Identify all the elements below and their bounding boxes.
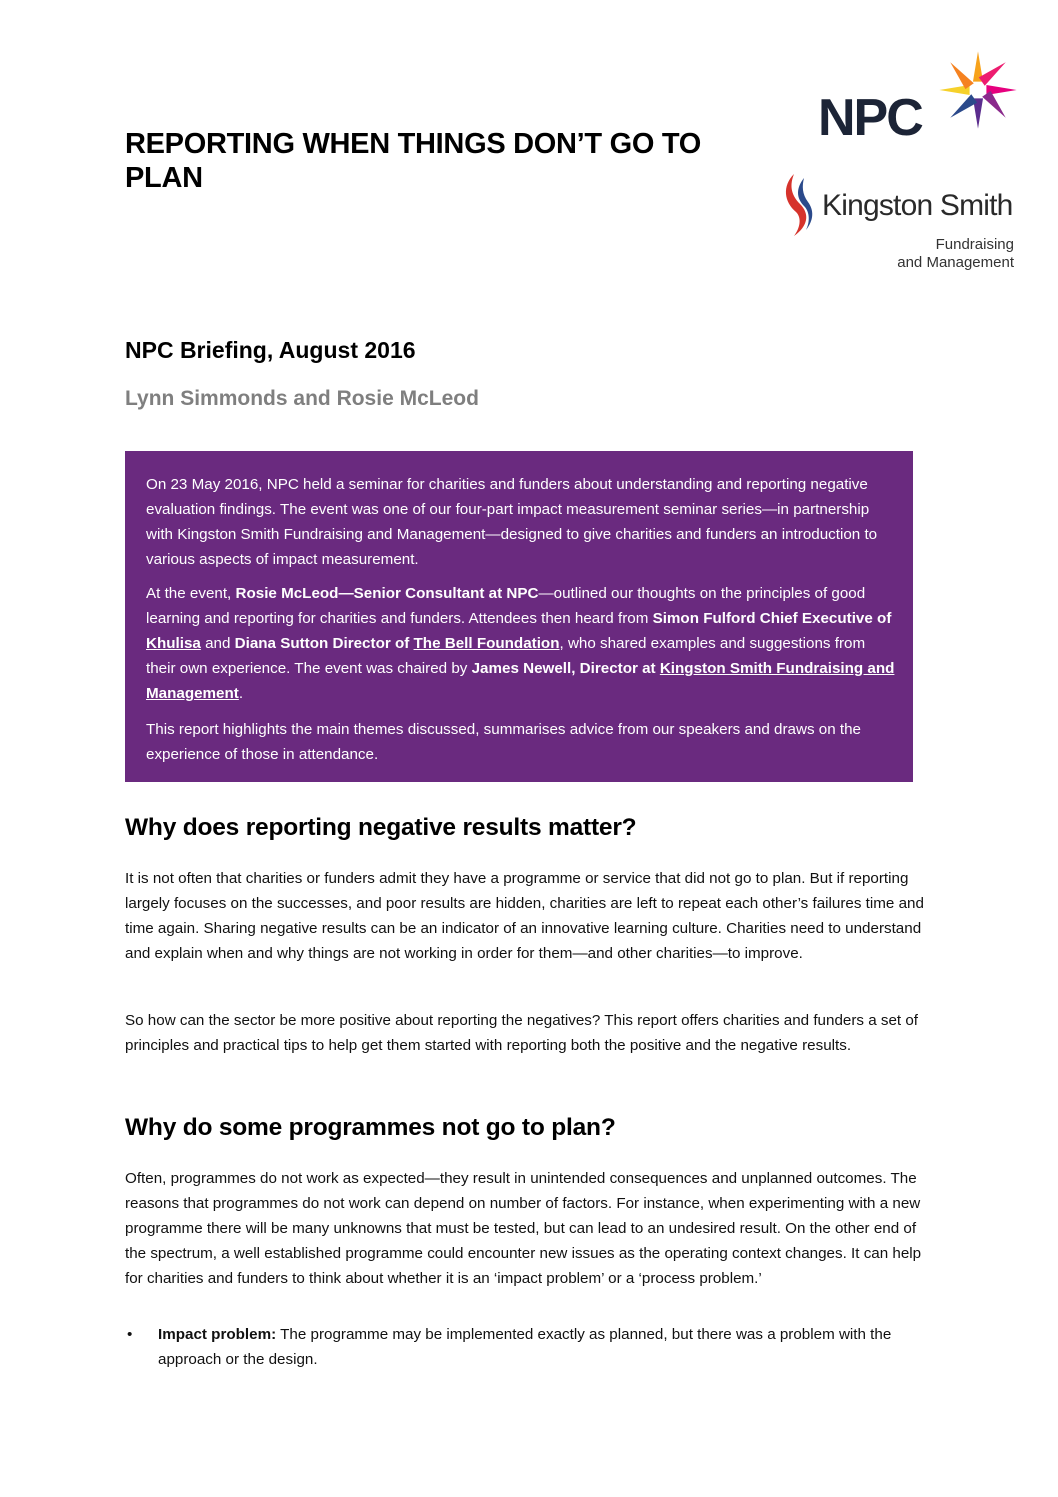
kingston-smith-swoosh-icon (780, 172, 816, 238)
bullet-marker: • (127, 1326, 133, 1343)
link-bell-foundation[interactable]: The Bell Foundation (413, 635, 560, 652)
kingston-smith-name: Kingston Smith (822, 189, 1013, 222)
bullet-label: Impact problem: (158, 1326, 277, 1343)
section1-paragraph-2: So how can the sector be more positive about reporting the negatives? This report offers charities and funders a set of principles and practical tips to help get them started with reporting both the positive and the negative results. (125, 1012, 919, 1054)
link-khulisa[interactable]: Khulisa (146, 635, 201, 652)
bullet-body: The programme may be implemented exactly as planned, but there was a problem with the approach or the design. (158, 1326, 892, 1368)
intro-paragraph-1: On 23 May 2016, NPC held a seminar for charities and funders about understanding and reporting negative evaluation findings. The event was one of our four-part impact measurement seminar series—in partnership with Kingston Smith Fundraising and Management—designed to give charities and funders an introduction to various aspects of impact measurement. (146, 476, 878, 568)
npc-logo (818, 48, 1018, 148)
speaker-diana: Diana Sutton Director of (234, 635, 414, 652)
npc-star-icon (936, 48, 1020, 132)
intro-paragraph-2 (146, 581, 896, 706)
section2-paragraph-1: Often, programmes do not work as expected—they result in unintended consequences and unplanned outcomes. The reasons that programmes do not work can depend on number of factors. For instance, when experimenting with a new programme there will be many unknowns that must be tested, but can lead to an undesired result. On the other end of the spectrum, a well established programme could encounter new issues as the operating context changes. It can help for charities and funders to think about whether it is an ‘impact problem’ or a ‘process problem.’ (125, 1170, 922, 1287)
intro-box (125, 451, 913, 782)
intro-text: —outlined our thoughts on the principles of good learning and reporting for charities and funders. Attendees then heard from (146, 585, 866, 627)
speaker-simon: Simon Fulford Chief Executive of (652, 610, 892, 627)
intro-text: At the event, (146, 585, 236, 602)
link-kingston-smith[interactable]: Kingston Smith Fundraising and Management (146, 660, 895, 702)
kingston-smith-subtitle-2: and Management (897, 254, 1014, 271)
document-title: REPORTING WHEN THINGS DON’T GO TO PLAN (125, 128, 702, 194)
section1-paragraph-1: It is not often that charities or funders admit they have a programme or service that did not go to plan. But if reporting largely focuses on the successes, and poor results are hidden, charities are left to repeat each other’s failures time and time again. Sharing negative results can be an indicator of an innovative learning culture. Charities need to understand and explain when and why things are not working in order for them—and other charities—to improve. (125, 870, 924, 962)
intro-text: . (238, 685, 244, 702)
kingston-smith-subtitle-1: Fundraising (935, 236, 1014, 253)
npc-logo-text: NPC (818, 89, 922, 147)
briefing-date: NPC Briefing, August 2016 (125, 337, 416, 363)
intro-text: and (200, 635, 235, 652)
intro-paragraph-3: This report highlights the main themes discussed, summarises advice from our speakers and draws on the experience of those in attendance. (146, 721, 861, 763)
section-heading-why-report: Why does reporting negative results matter? (125, 814, 637, 841)
speaker-rosie: Rosie McLeod—Senior Consultant at NPC (235, 585, 539, 602)
chair-james: James Newell, Director at (471, 660, 660, 677)
intro-text: , who shared examples and suggestions from their own experience. The event was chaired by (146, 635, 866, 677)
bullet-text (158, 1322, 938, 1372)
authors: Lynn Simmonds and Rosie McLeod (125, 387, 479, 410)
section-heading-why-not-plan: Why do some programmes not go to plan? (125, 1114, 616, 1141)
kingston-smith-logo (780, 168, 1020, 272)
